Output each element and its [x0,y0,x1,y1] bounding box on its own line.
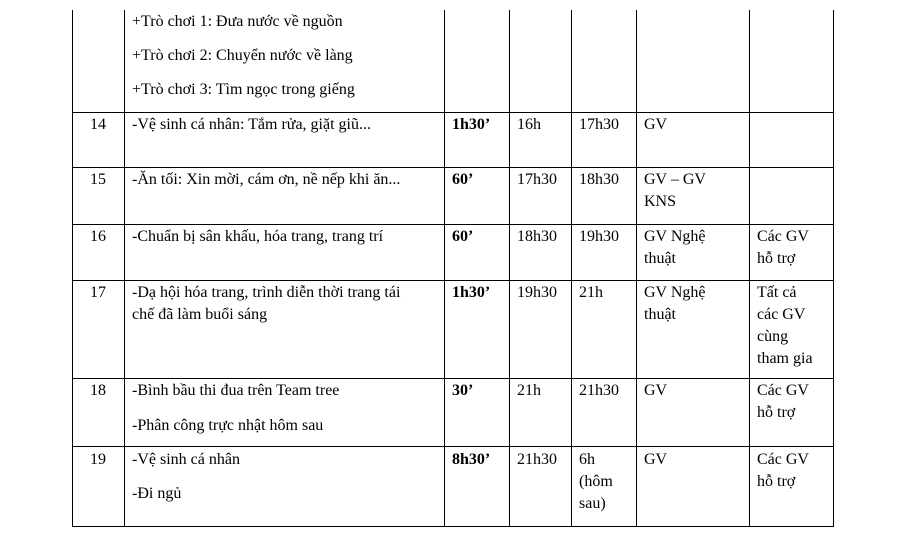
activity-text: -Đi ngủ [132,485,182,502]
person-in-charge: GV – GV [644,171,706,188]
activity-text: -Vệ sinh cá nhân: Tắm rửa, giặt giũ... [132,116,371,133]
support-note: Các GV [757,228,809,245]
activity-text: -Bình bầu thi đua trên Team tree [132,382,340,399]
row-number: 17 [90,284,106,301]
end-time: 19h30 [579,228,619,245]
support-note: tham gia [757,350,813,367]
duration: 60’ [452,171,474,188]
activity-text: +Trò chơi 2: Chuyển nước về làng [132,47,353,64]
end-time: 18h30 [579,171,619,188]
support-note: các GV [757,306,806,323]
row-number: 18 [90,382,106,399]
duration: 1h30’ [452,284,491,301]
row-divider [72,224,834,225]
activity-text: -Vệ sinh cá nhân [132,451,240,468]
table-divider [571,10,572,527]
end-time: sau) [579,495,606,512]
table-divider [444,10,445,527]
row-divider [72,167,834,168]
activity-text: +Trò chơi 3: Tìm ngọc trong giếng [132,81,355,98]
support-note: Các GV [757,382,809,399]
table-divider [749,10,750,527]
person-in-charge: thuật [644,250,676,267]
row-number: 19 [90,451,106,468]
row-divider [72,446,834,447]
activity-text: -Phân công trực nhật hôm sau [132,417,324,434]
support-note: hỗ trợ [757,404,796,421]
row-divider [72,378,834,379]
support-note: hỗ trợ [757,250,796,267]
duration: 8h30’ [452,451,491,468]
support-note: Các GV [757,451,809,468]
table-divider [124,10,125,527]
person-in-charge: thuật [644,306,676,323]
duration: 60’ [452,228,474,245]
start-time: 21h30 [517,451,557,468]
start-time: 21h [517,382,541,399]
row-number: 15 [90,171,106,188]
end-time: 17h30 [579,116,619,133]
row-number: 16 [90,228,106,245]
row-divider [72,112,834,113]
activity-text: -Ăn tối: Xin mời, cám ơn, nề nếp khi ăn... [132,171,401,188]
start-time: 19h30 [517,284,557,301]
table-divider [509,10,510,527]
table-divider [636,10,637,527]
end-time: 21h30 [579,382,619,399]
end-time: 6h [579,451,595,468]
end-time: (hôm [579,473,613,490]
start-time: 17h30 [517,171,557,188]
activity-text: -Chuẩn bị sân khấu, hóa trang, trang trí [132,228,384,245]
person-in-charge: KNS [644,193,677,210]
row-divider [72,280,834,281]
start-time: 18h30 [517,228,557,245]
support-note: hỗ trợ [757,473,796,490]
person-in-charge: GV Nghệ [644,228,706,245]
table-border-right [833,10,834,527]
activity-text: -Dạ hội hóa trang, trình diễn thời trang tái [132,284,401,301]
activity-text: chế đã làm buổi sáng [132,306,268,323]
support-note: cùng [757,328,789,345]
person-in-charge: GV Nghệ [644,284,706,301]
row-number: 14 [90,116,106,133]
duration: 30’ [452,382,474,399]
end-time: 21h [579,284,603,301]
person-in-charge: GV [644,451,668,468]
table-border-bottom [72,526,834,527]
start-time: 16h [517,116,541,133]
person-in-charge: GV [644,116,668,133]
activity-text: +Trò chơi 1: Đưa nước về nguồn [132,13,343,30]
person-in-charge: GV [644,382,668,399]
support-note: Tất cả [757,284,797,301]
duration: 1h30’ [452,116,491,133]
